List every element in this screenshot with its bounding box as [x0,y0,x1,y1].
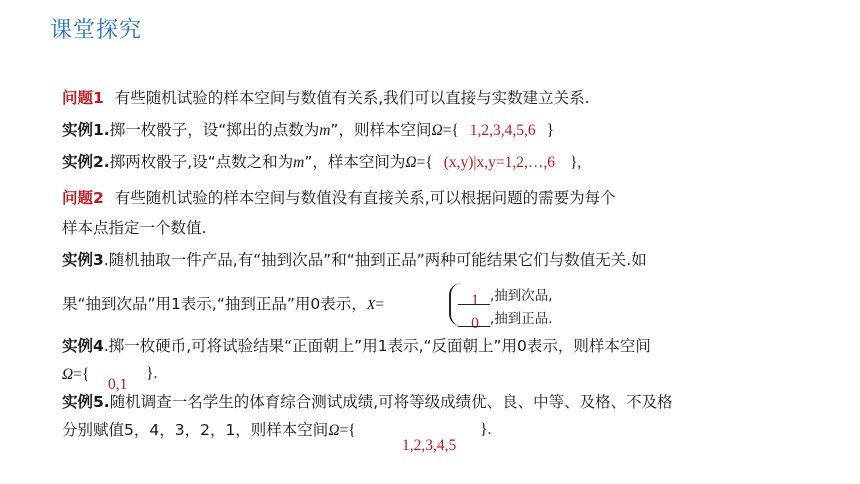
example-5-eq-open: ={ [339,422,356,439]
example-1 [62,120,554,141]
example-3-text-2-body: 果“抽到次品”用1表示,“抽到正品”用0表示， [62,295,367,313]
example-5-label: 实例5. [62,393,110,411]
example-2-label: 实例2. [62,153,110,171]
example-2-close: }, [569,154,582,171]
example-4-text-1: .掷一枚硬币,可将试验结果“正面朝上”用1表示,“反面朝上”用0表示，则样本空间 [103,337,651,355]
example-4-line-2 [62,364,89,385]
example-4-answer: 0,1 [108,376,128,393]
case-1-text: ,抽到次品, [490,288,553,304]
question-2 [62,188,616,208]
case-1-value: 1 [471,292,479,309]
example-5-text-1: 随机调查一名学生的体育综合测试成绩,可将等级成绩优、良、中等、及格、不及格 [109,393,673,411]
case-2-value: 0 [471,315,479,332]
question-2-text-2: 样本点指定一个数值. [62,219,207,237]
case-2-value-box [460,313,490,333]
example-2-answer: (x,y)|x,y=1,2,…,6 [443,154,556,171]
example-1-answer: 1,2,3,4,5,6 [469,122,536,139]
case-2-text: ,抽到正品. [490,311,553,327]
example-3-label: 实例3 [62,251,104,269]
example-4-eq-open: ={ [73,366,90,383]
example-5-close: }. [480,421,492,438]
example-4 [62,336,651,356]
omega-symbol: Ω [405,154,417,171]
question-2-text-1: 有些随机试验的样本空间与数值没有直接关系,可以根据问题的需要为每个 [114,189,616,207]
example-2-var: m [293,154,305,171]
example-1-label: 实例1. [62,121,110,139]
case-1-underline [458,304,490,305]
example-3-eq: = [375,296,385,313]
case-2-underline [458,326,490,327]
omega-symbol: Ω [62,366,74,383]
example-2-text-b: ”，样本空间为 [304,153,406,171]
question-1-text: 有些随机试验的样本空间与数值有关系,我们可以直接与实数建立关系. [114,89,590,107]
example-2-eq-open: ={ [416,154,433,171]
example-5-line-2 [62,420,356,441]
example-2 [62,152,581,173]
example-5 [62,392,673,412]
example-1-var: m [319,122,331,139]
question-1-label: 问题1 [62,89,104,107]
example-1-eq-open: ={ [442,122,459,139]
omega-symbol: Ω [328,422,340,439]
question-1 [62,88,590,108]
omega-symbol: Ω [431,122,443,139]
example-3-text-2 [62,294,384,316]
example-1-text-b: ”，则样本空间 [330,121,432,139]
example-4-label: 实例4 [62,337,104,355]
example-3-var: X [366,298,376,313]
example-1-close: } [546,122,555,139]
example-1-text-a: 掷一枚骰子，设“掷出的点数为 [109,121,320,139]
example-3-text-1: .随机抽取一件产品,有“抽到次品”和“抽到正品”两种可能结果它们与数值无关.如 [103,251,647,269]
question-2-label: 问题2 [62,189,104,207]
example-3 [62,250,647,270]
case-1-value-box [460,290,490,310]
example-5-text-2: 分别赋值5，4，3，2，1，则样本空间 [62,421,329,439]
example-5-answer: 1,2,3,4,5 [402,437,457,454]
example-2-text-a: 掷两枚骰子,设“点数之和为 [109,153,294,171]
page-title: 课堂探究 [50,18,143,43]
example-4-close: }. [146,365,158,382]
